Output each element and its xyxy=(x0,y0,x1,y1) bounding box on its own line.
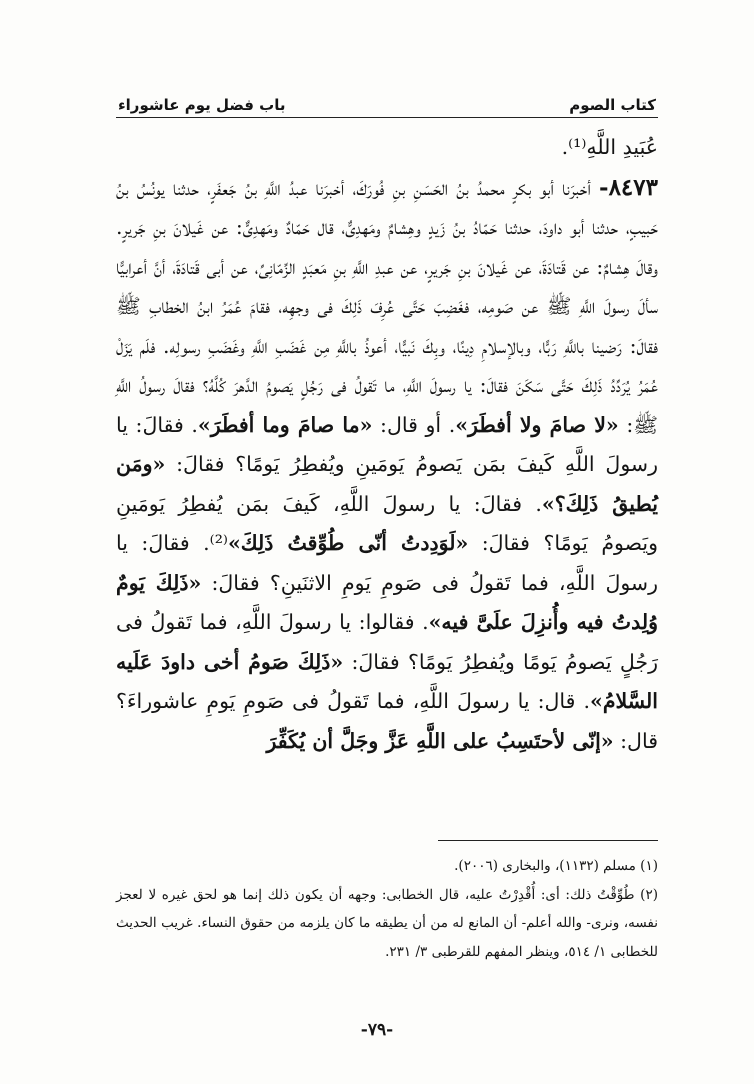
running-header xyxy=(118,86,656,114)
hadith-text-2: . أو قال: xyxy=(372,412,456,437)
hadith-paragraph xyxy=(116,168,658,762)
chapter-title: باب فضل يوم عاشوراء xyxy=(118,96,286,114)
prophet-quote-3: «ومَن يُطيقُ ذَلِكَ؟» xyxy=(116,452,658,516)
prophet-quote-5: «ذَلِكَ يَومٌ وُلِدتُ فيه وأُنزِلَ علَىَّ فيه» xyxy=(116,570,658,634)
hadith-text-1: أخبرَنا أبو بكرٍ محمدُ بنُ الحَسَنِ بنِ فُورَكَ، أخبرَنا عبدُ اللَّهِ بنُ جَعفَرٍ، حدثنا يونُسُ بنُ حَبيبٍ، حدثنا أبو داودَ، حدثنا حَمّادُ بنُ زَيدٍ وهِشامٌ ومَهدِىٌّ، قال حَمّادٌ ومَهدِىٌّ: عن غَيلانَ بنِ جَريرٍ. وقالَ هِشامٌ: عن قَتادَةَ، عن غَيلانَ بنِ جَريرٍ، عن عبدِ اللَّهِ بنِ مَعبَدٍ الزِّمّانِىِّ، عن أبى قَتادَةَ، أنَّ أعرابيًّا سألَ رسولَ اللَّهِ ﷺ عن صَومِه، فغَضِبَ حَتَّى عُرِفَ ذَلِكَ فى وجهِه، فقامَ عُمَرُ ابنُ الخطابِ ﷺ فقالَ: رَضينا باللَّهِ رَبًّا، وبالإسلامِ دِينًا، وبِكَ نَبيًّا، أعوذُ باللَّهِ مِن غَضَبِ اللَّهِ وغَضَبِ رسولِه. فلَم يَزَلْ عُمَرُ يُرَدِّدُ ذَلِكَ حَتَّى سَكَنَ فقالَ: يا رسولَ اللَّهِ، ما تَقولُ فى رَجُلٍ يَصومُ الدَّهرَ كُلَّهُ؟ فقالَ رسولُ اللَّهِ ﷺ: xyxy=(116,175,659,437)
page-number: -٧٩- xyxy=(360,1020,394,1040)
header-divider xyxy=(116,117,658,118)
prophet-quote-7: «إنّى لأحتَسِبُ على اللَّهِ عَزَّ وجَلَّ أن يُكَفِّرَ xyxy=(266,728,614,753)
prophet-quote-1: «لا صامَ ولا أفطَرَ» xyxy=(455,412,619,437)
footnote-2: (٢) طُوِّقْتُ ذلك: أى: أُقْدِرْتُ عليه، قال الخطابى: وجهه أن يكون ذلك إنما هو لحق غيره لا لعجز نفسه، ونرى- والله أعلم- أن المانع له من أن يطيقه ما كان يلزمه من حقوق النساء. غريب الحديث للخطابى ١/ ٥١٤، وينظر المفهم للقرطبى ٣/ ٢٣١. xyxy=(116,886,658,960)
hadith-text-7: . قال: يا رسولَ اللَّهِ، فما تَقولُ فى صَومِ يَومِ عاشوراءَ؟ قال: xyxy=(116,689,658,753)
main-text xyxy=(116,128,658,761)
hadith-text-4: . فقالَ: يا رسولَ اللَّهِ، كَيفَ بمَن يُفطِرُ يَومَينِ ويَصومُ يَومًا؟ فقالَ: xyxy=(116,491,658,555)
footnote-1: (١) مسلم (١١٣٢)، والبخارى (٢٠٠٦). xyxy=(454,858,658,874)
hadith-text-5: ⁽²⁾. فقالَ: يا رسولَ اللَّهِ، فما تَقولُ فى صَومِ يَومِ الاثنَينِ؟ فقالَ: xyxy=(116,531,659,595)
book-title: كتاب الصوم xyxy=(569,96,656,114)
footnote-divider xyxy=(438,840,658,841)
prophet-quote-2: «ما صامَ وما أفطَرَ» xyxy=(197,412,373,437)
footnotes xyxy=(116,852,658,966)
prophet-quote-4: «لَوَدِدتُ أنّى طُوِّقتُ ذَلِكَ» xyxy=(227,531,469,555)
hadith-number: ٨٤٧٣- xyxy=(599,173,658,201)
prophet-quote-6: «ذَلِكَ صَومُ أخى داودَ عَلَيه السَّلامُ» xyxy=(116,649,658,713)
continuation-line: عُبَيدِ اللَّهِ⁽¹⁾. xyxy=(561,135,658,159)
hadith-text-3: . فقالَ: يا رسولَ اللَّهِ كَيفَ بمَن يَصومُ يَومَينِ ويُفطِرُ يَومًا؟ فقالَ: xyxy=(116,412,658,476)
hadith-text-6: . فقالوا: يا رسولَ اللَّهِ، فما تَقولُ فى رَجُلٍ يَصومُ يَومًا ويُفطِرُ يَومًا؟ فقالَ: xyxy=(116,610,658,674)
